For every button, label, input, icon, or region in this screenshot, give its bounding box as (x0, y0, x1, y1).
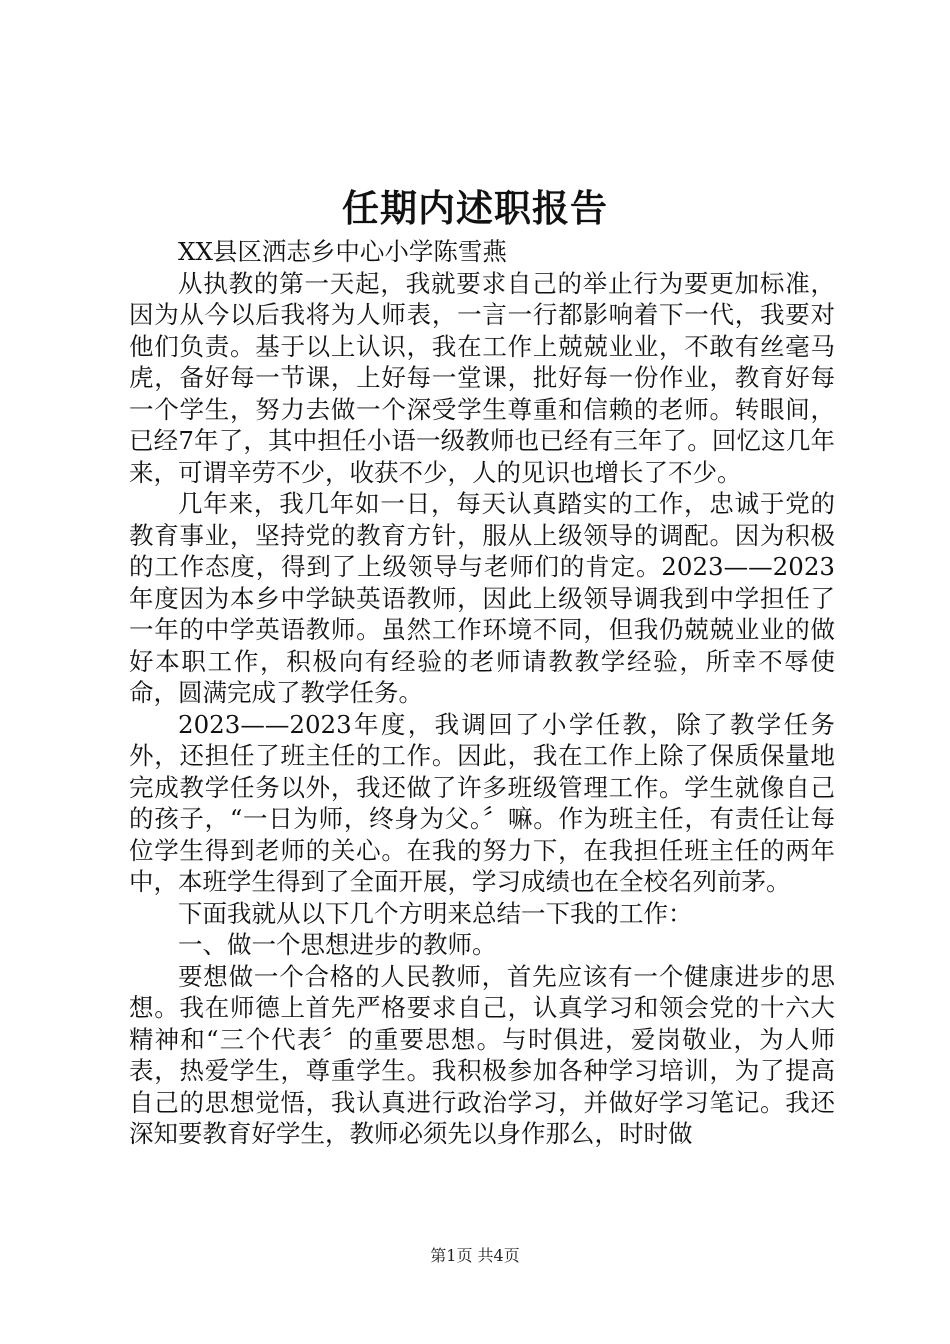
section-heading: 一、做一个思想进步的教师。 (178, 930, 497, 959)
document-title: 任期内述职报告 (342, 186, 608, 230)
paragraph: 要想做一个合格的人民教师，首先应该有一个健康进步的思想。我在师德上首先严格要求自己，认真学习和领会党的十六大精神和“三个代表〞的重要思想。与时俱进，爱岗敬业，为人师表，热爱学生，尊重学生。我积极参加各种学习培训，为了提高自己的思想觉悟，我认真进行政治学习，并做好学习笔记。我还深知要教育好学生，教师必须先以身作那么，时时做 (129, 961, 835, 1148)
paragraph: 2023——2023年度，我调回了小学任教，除了教学任务外，还担任了班主任的工作。因此，我在工作上除了保质保量地完成教学任务以外，我还做了许多班级管理工作。学生就像自己的孩子，“一日为师，终身为父。〞嘛。作为班主任，有责任让每位学生得到老师的关心。在我的努力下，在我担任班主任的两年中，本班学生得到了全面开展，学习成绩也在全校名列前茅。 (129, 709, 835, 896)
paragraph: 下面我就从以下几个方明来总结一下我的工作： (178, 898, 693, 928)
page-footer: 第1页 共4页 (430, 1246, 520, 1265)
author-line: XX县区洒志乡中心小学陈雪燕 (178, 237, 507, 266)
document-body (129, 236, 835, 1150)
paragraph: 几年来，我几年如一日，每天认真踏实的工作，忠诚于党的教育事业，坚持党的教育方针，服从上级领导的调配。因为积极的工作态度，得到了上级领导与老师们的肯定。2023——2023年度因为本乡中学缺英语教师，因此上级领导调我到中学担任了一年的中学英语教师。虽然工作环境不同，但我仍兢兢业业的做好本职工作，积极向有经验的老师请教教学经验，所幸不辱使命，圆满完成了教学任务。 (129, 489, 835, 707)
paragraph: 从执教的第一天起，我就要求自己的举止行为要更加标准，因为从今以后我将为人师表，一言一行都影响着下一代，我要对他们负责。基于以上认识，我在工作上兢兢业业，不敢有丝毫马虎，备好每一节课，上好每一堂课，批好每一份作业，教育好每一个学生，努力去做一个深受学生尊重和信赖的老师。转眼间，已经7年了，其中担任小语一级教师也已经有三年了。回忆这几年来，可谓辛劳不少，收获不少，人的见识也增长了不少。 (129, 268, 835, 487)
